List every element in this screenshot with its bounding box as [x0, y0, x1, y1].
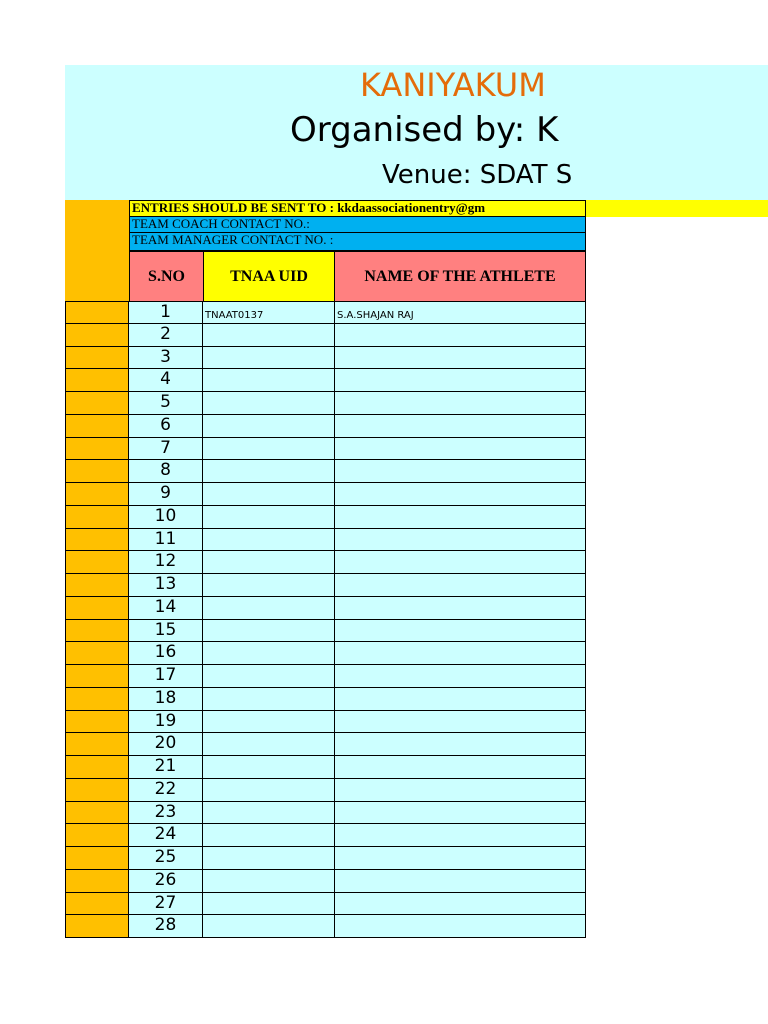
athlete-name-cell[interactable] — [335, 915, 586, 938]
table-row — [65, 733, 586, 756]
sno-cell[interactable]: 5 — [129, 392, 203, 415]
uid-cell[interactable] — [203, 597, 335, 620]
table-row — [65, 642, 586, 665]
sno-cell[interactable]: 27 — [129, 893, 203, 916]
uid-cell[interactable] — [203, 529, 335, 552]
athlete-name-cell[interactable] — [335, 483, 586, 506]
uid-cell[interactable] — [203, 506, 335, 529]
row-side-cell — [65, 642, 129, 665]
uid-cell[interactable] — [203, 415, 335, 438]
uid-cell[interactable] — [203, 392, 335, 415]
table-row — [65, 802, 586, 825]
row-side-cell — [65, 847, 129, 870]
sno-cell[interactable]: 7 — [129, 438, 203, 461]
row-side-cell — [65, 506, 129, 529]
row-side-cell — [65, 597, 129, 620]
uid-cell[interactable] — [203, 733, 335, 756]
athlete-name-cell[interactable] — [335, 506, 586, 529]
sno-cell[interactable]: 17 — [129, 665, 203, 688]
sno-cell[interactable]: 11 — [129, 529, 203, 552]
athlete-name-cell[interactable] — [335, 369, 586, 392]
sno-cell[interactable]: 15 — [129, 620, 203, 643]
table-row — [65, 574, 586, 597]
column-header-uid-label: TNAA UID — [230, 267, 308, 285]
athlete-name-cell[interactable] — [335, 460, 586, 483]
table-row — [65, 711, 586, 734]
uid-cell[interactable] — [203, 802, 335, 825]
athlete-name-cell[interactable] — [335, 847, 586, 870]
coach-contact-row[interactable]: TEAM COACH CONTACT NO.: — [129, 216, 586, 233]
sno-cell[interactable]: 2 — [129, 324, 203, 347]
athlete-name-cell[interactable] — [335, 870, 586, 893]
uid-cell[interactable] — [203, 574, 335, 597]
athlete-name-cell[interactable] — [335, 392, 586, 415]
athlete-name-cell[interactable] — [335, 574, 586, 597]
sno-cell[interactable]: 20 — [129, 733, 203, 756]
uid-cell[interactable] — [203, 642, 335, 665]
sno-cell[interactable]: 8 — [129, 460, 203, 483]
table-row — [65, 893, 586, 916]
sno-cell[interactable]: 10 — [129, 506, 203, 529]
row-side-cell — [65, 733, 129, 756]
entries-email-row[interactable]: ENTRIES SHOULD BE SENT TO : kkdaassociationentry@gm — [129, 200, 586, 217]
uid-cell[interactable] — [203, 870, 335, 893]
row-side-cell — [65, 324, 129, 347]
row-side-cell — [65, 802, 129, 825]
row-side-cell — [65, 620, 129, 643]
sno-cell[interactable]: 4 — [129, 369, 203, 392]
table-row — [65, 597, 586, 620]
table-row — [65, 301, 586, 324]
athlete-name-cell[interactable] — [335, 688, 586, 711]
table-row — [65, 551, 586, 574]
athlete-name-cell[interactable] — [335, 551, 586, 574]
sno-cell[interactable]: 16 — [129, 642, 203, 665]
uid-cell[interactable] — [203, 711, 335, 734]
column-header-sno-label: S.NO — [148, 267, 185, 285]
row-side-cell — [65, 711, 129, 734]
uid-cell[interactable] — [203, 824, 335, 847]
table-row — [65, 415, 586, 438]
row-side-cell — [65, 915, 129, 938]
sno-cell[interactable]: 21 — [129, 756, 203, 779]
table-row — [65, 438, 586, 461]
table-row — [65, 847, 586, 870]
row-side-cell — [65, 301, 129, 324]
organiser-line: Organised by: K — [290, 110, 559, 150]
uid-cell[interactable] — [203, 324, 335, 347]
uid-cell[interactable] — [203, 756, 335, 779]
sno-cell[interactable]: 28 — [129, 915, 203, 938]
uid-cell[interactable] — [203, 665, 335, 688]
athlete-name-cell[interactable] — [335, 415, 586, 438]
table-row — [65, 756, 586, 779]
uid-cell[interactable] — [203, 779, 335, 802]
row-side-cell — [65, 870, 129, 893]
athlete-name-cell[interactable] — [335, 665, 586, 688]
table-row — [65, 915, 586, 938]
row-side-cell — [65, 756, 129, 779]
sno-cell[interactable]: 9 — [129, 483, 203, 506]
athlete-name-cell[interactable] — [335, 529, 586, 552]
row-side-cell — [65, 893, 129, 916]
table-row — [65, 347, 586, 370]
athlete-name-cell[interactable] — [335, 711, 586, 734]
table-row — [65, 620, 586, 643]
athlete-name-cell[interactable] — [335, 779, 586, 802]
athlete-name-cell[interactable] — [335, 347, 586, 370]
event-title: KANIYAKUM — [360, 66, 546, 104]
row-side-cell — [65, 438, 129, 461]
column-header-name-label: NAME OF THE ATHLETE — [364, 267, 556, 285]
table-row — [65, 688, 586, 711]
athlete-name-cell[interactable] — [335, 824, 586, 847]
sno-cell[interactable]: 3 — [129, 347, 203, 370]
athlete-name-cell[interactable] — [335, 756, 586, 779]
row-side-cell — [65, 460, 129, 483]
sno-cell[interactable]: 6 — [129, 415, 203, 438]
sno-cell[interactable]: 22 — [129, 779, 203, 802]
sno-cell[interactable]: 1 — [129, 301, 203, 324]
row-side-cell — [65, 574, 129, 597]
sno-cell[interactable]: 14 — [129, 597, 203, 620]
table-row — [65, 483, 586, 506]
sno-cell[interactable]: 25 — [129, 847, 203, 870]
row-side-cell — [65, 347, 129, 370]
table-row — [65, 460, 586, 483]
uid-cell[interactable] — [203, 688, 335, 711]
uid-cell[interactable] — [203, 347, 335, 370]
venue-line: Venue: SDAT S — [382, 160, 573, 190]
uid-cell[interactable] — [203, 369, 335, 392]
entries-row-extension — [586, 200, 768, 217]
sheet-header — [65, 65, 768, 200]
row-side-cell — [65, 369, 129, 392]
table-row — [65, 506, 586, 529]
sno-cell[interactable]: 24 — [129, 824, 203, 847]
table-row — [65, 392, 586, 415]
athlete-table-body — [65, 301, 586, 938]
athlete-name-cell[interactable]: S.A.SHAJAN RAJ — [335, 301, 586, 324]
uid-cell[interactable] — [203, 847, 335, 870]
table-row — [65, 665, 586, 688]
athlete-name-cell[interactable] — [335, 893, 586, 916]
table-row — [65, 779, 586, 802]
uid-cell[interactable] — [203, 893, 335, 916]
row-side-cell — [65, 779, 129, 802]
sno-cell[interactable]: 13 — [129, 574, 203, 597]
uid-cell[interactable]: TNAAT0137 — [203, 301, 335, 324]
athlete-name-cell[interactable] — [335, 642, 586, 665]
uid-cell[interactable] — [203, 460, 335, 483]
column-header-uid — [203, 251, 335, 302]
sno-cell[interactable]: 19 — [129, 711, 203, 734]
side-strip-top — [65, 200, 129, 301]
row-side-cell — [65, 665, 129, 688]
athlete-name-cell[interactable] — [335, 438, 586, 461]
row-side-cell — [65, 824, 129, 847]
column-header-name — [334, 251, 586, 302]
table-row — [65, 824, 586, 847]
athlete-name-cell[interactable] — [335, 802, 586, 825]
row-side-cell — [65, 415, 129, 438]
row-side-cell — [65, 483, 129, 506]
sno-cell[interactable]: 18 — [129, 688, 203, 711]
athlete-name-cell[interactable] — [335, 324, 586, 347]
athlete-name-cell[interactable] — [335, 733, 586, 756]
table-row — [65, 324, 586, 347]
athlete-name-cell[interactable] — [335, 620, 586, 643]
manager-contact-row[interactable]: TEAM MANAGER CONTACT NO. : — [129, 232, 586, 251]
row-side-cell — [65, 529, 129, 552]
table-row — [65, 529, 586, 552]
uid-cell[interactable] — [203, 483, 335, 506]
athlete-name-cell[interactable] — [335, 597, 586, 620]
row-side-cell — [65, 392, 129, 415]
row-side-cell — [65, 551, 129, 574]
uid-cell[interactable] — [203, 438, 335, 461]
sno-cell[interactable]: 23 — [129, 802, 203, 825]
table-row — [65, 870, 586, 893]
uid-cell[interactable] — [203, 620, 335, 643]
sno-cell[interactable]: 26 — [129, 870, 203, 893]
table-row — [65, 369, 586, 392]
sno-cell[interactable]: 12 — [129, 551, 203, 574]
uid-cell[interactable] — [203, 551, 335, 574]
column-header-sno — [129, 251, 204, 302]
row-side-cell — [65, 688, 129, 711]
uid-cell[interactable] — [203, 915, 335, 938]
